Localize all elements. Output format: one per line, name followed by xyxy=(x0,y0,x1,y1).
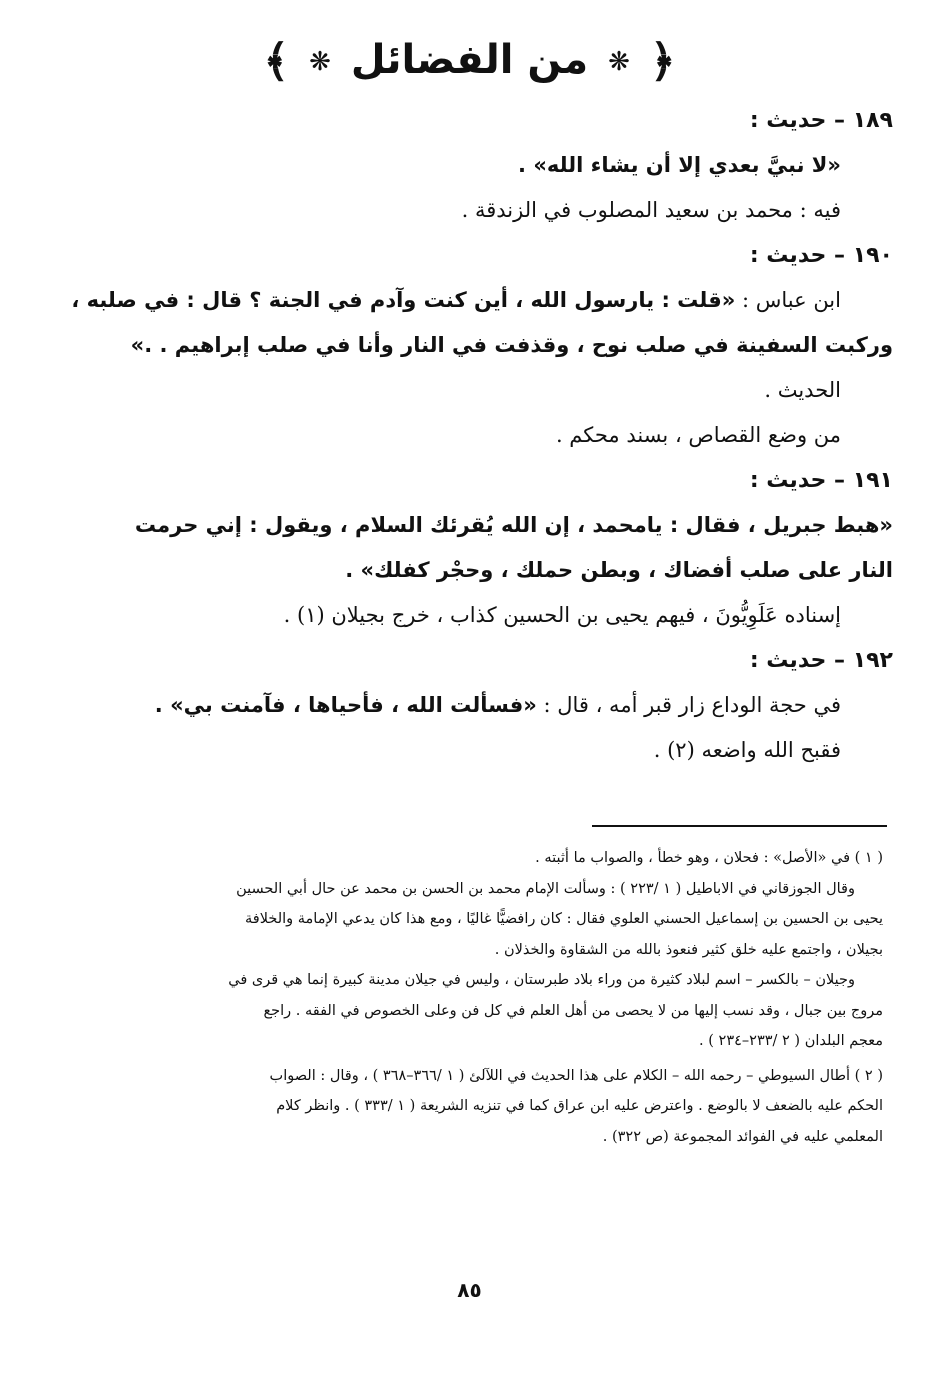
footnote-1-line-2: وقال الجوزقاني في الاباطيل ( ١ /٢٢٣ ) : وسألت الإمام محمد بن الحسن بن محمد عن حال أبي الحسين xyxy=(236,880,855,897)
hadith-190-line-1 xyxy=(47,278,893,323)
footnote-2-line-2: الحكم عليه بالضعف لا بالوضع . واعترض عليه ابن عراق كما في تنزيه الشريعة ( ١ /٣٣٣ ) . وانظر كلام xyxy=(276,1098,883,1114)
chapter-title xyxy=(0,30,939,92)
hadith-190-intro: ابن عباس : xyxy=(742,288,841,312)
hadith-192-heading: ١٩٢ – حديث : xyxy=(749,648,893,673)
hadith-192-text: «فسألت الله ، فأحياها ، فآمنت بي» . xyxy=(154,693,537,717)
footnote-1-line-6: مروج بين جبال ، وقد نسب إليها من لا يحصى من أهل العلم في كل فن وعلى الخصوص في الفقه . راجع xyxy=(263,1002,883,1019)
hadith-192-intro: في حجة الوداع زار قبر أمه ، قال : xyxy=(543,693,841,717)
main-text xyxy=(47,98,893,773)
hadith-189-heading: ١٨٩ – حديث : xyxy=(749,108,893,133)
chapter-title-open-bracket: ﴿ xyxy=(649,36,676,87)
ornament-icon: ❋ xyxy=(309,47,331,77)
footnote-2-line-1: ( ٢ ) أطال السيوطي – رحمه الله – الكلام على هذا الحديث في اللآلئ ( ١ /٣٦٦–٣٦٨ ) ، وقال : الصواب xyxy=(269,1067,883,1084)
hadith-190-heading: ١٩٠ – حديث : xyxy=(749,243,893,268)
ornament-icon: ❋ xyxy=(608,47,630,77)
chapter-title-close-bracket: ﴾ xyxy=(263,36,290,87)
hadith-192-comment: فقبح الله واضعه (٢) . xyxy=(653,738,841,762)
footnote-1-line-1: ( ١ ) في «الأصل» : فحلان ، وهو خطأ ، والصواب ما أثبته . xyxy=(535,850,883,866)
footnotes xyxy=(53,843,883,1152)
footnote-1-line-5: وجيلان – بالكسر – اسم لبلاد كثيرة من وراء بلاد طبرستان ، وليس في جيلان مدينة كبيرة إنما هي قرى في xyxy=(228,972,855,988)
hadith-189-text: «لا نبيَّ بعدي إلا أن يشاء الله» . xyxy=(518,153,841,177)
hadith-190-comment: من وضع القصاص ، بسند محكم . xyxy=(555,423,841,447)
page-number: ٨٥ xyxy=(457,1278,482,1302)
footnote-1-line-7: معجم البلدان ( ٢ /٢٣٣–٢٣٤ ) . xyxy=(699,1033,883,1049)
footnote-1-line-3: يحيى بن الحسين بن إسماعيل الحسني العلوي فقال : كان رافضيًّا غاليًا ، ومع هذا كان يدعي الإمامة والخلافة xyxy=(244,911,883,927)
hadith-191-comment: إسناده عَلَوِيُّونَ ، فيهم يحيى بن الحسين كذاب ، خرج بجيلان (١) . xyxy=(283,603,841,627)
footnote-separator xyxy=(592,825,887,827)
footnote-1-line-4: بجيلان ، واجتمع عليه خلق كثير فنعوذ بالله من الشقاوة والخذلان . xyxy=(494,941,883,958)
hadith-192-line-1 xyxy=(47,683,893,728)
hadith-190-text-3: الحديث . xyxy=(764,378,841,402)
chapter-title-text: من الفضائل xyxy=(350,37,589,83)
hadith-191-text-1: «هبط جبريل ، فقال : يامحمد ، إن الله يُقرئك السلام ، ويقول : إني حرمت xyxy=(134,513,893,537)
hadith-191-heading: ١٩١ – حديث : xyxy=(749,468,893,493)
footnote-2-line-3: المعلمي عليه في الفوائد المجموعة (ص ٣٢٢) . xyxy=(602,1128,883,1145)
hadith-190-text-2: وركبت السفينة في صلب نوح ، وقذفت في النار وأنا في صلب إبراهيم . .» xyxy=(130,333,893,357)
hadith-190-text-1: «قلت : يارسول الله ، أين كنت وآدم في الجنة ؟ قال : في صلبه ، xyxy=(71,288,736,312)
hadith-191-text-2: النار على صلب أفضاك ، وبطن حملك ، وحجْر كفلك» . xyxy=(345,558,893,582)
hadith-189-comment: فيه : محمد بن سعيد المصلوب في الزندقة . xyxy=(461,198,841,222)
